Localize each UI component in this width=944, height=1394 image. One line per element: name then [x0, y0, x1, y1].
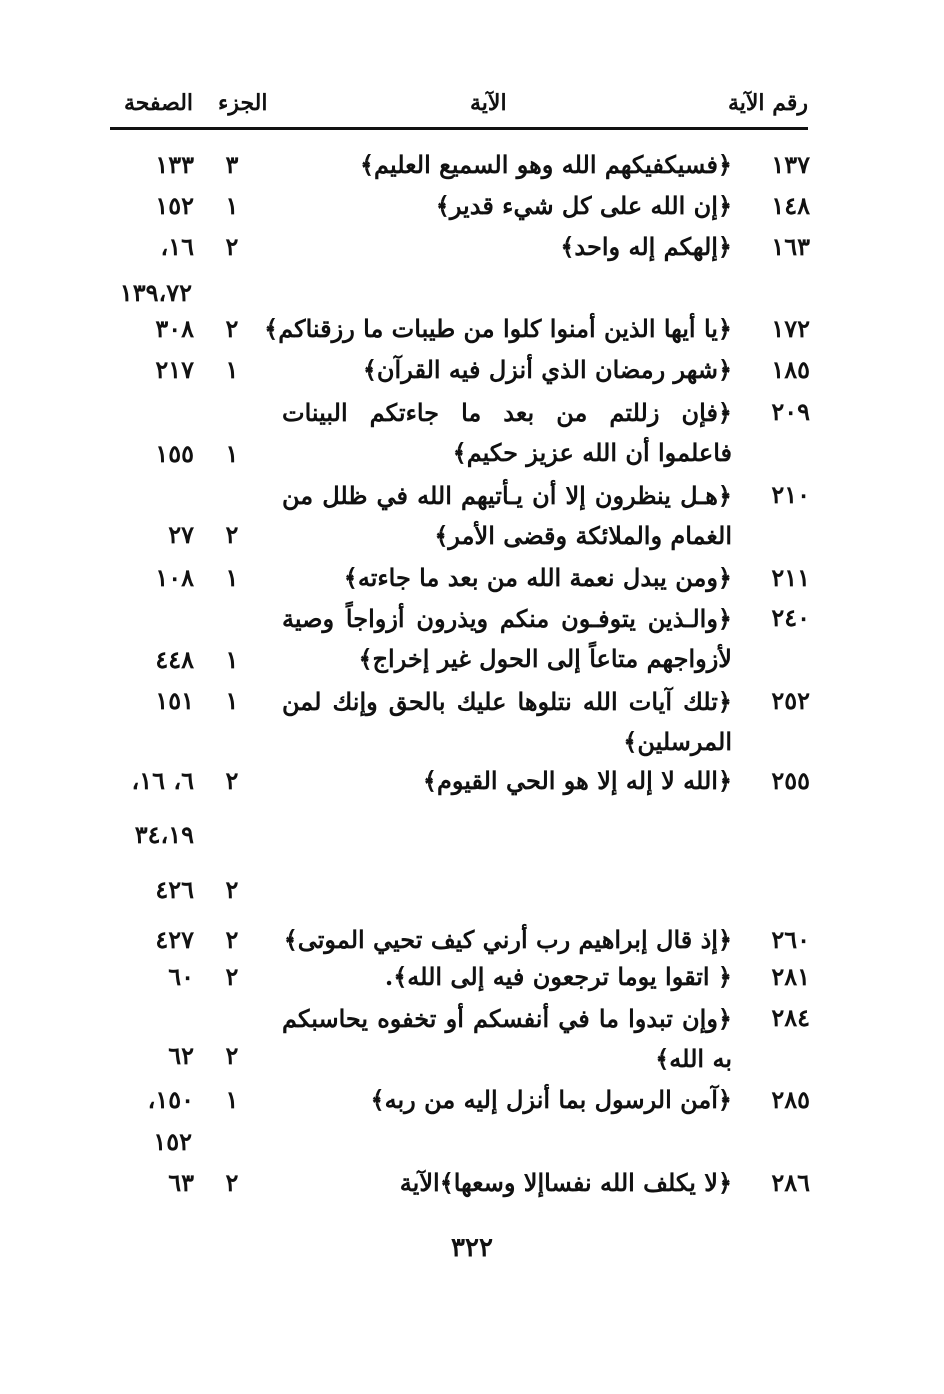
ayah-number: ١٨٥ — [771, 355, 810, 384]
juz-number: ١ — [225, 355, 239, 384]
juz-number: ١ — [225, 645, 239, 674]
page-footer-number: ٣٢٢ — [451, 1233, 493, 1263]
page-number: ٦٠ — [168, 962, 194, 991]
juz-number: ١ — [225, 1085, 239, 1114]
ayah-text: ﴿ومن يبدل نعمة الله من بعد ما جاءته﴾ — [343, 563, 732, 592]
juz-number: ١ — [225, 191, 239, 220]
header-page: الصفحة — [124, 90, 194, 116]
page-number: ١٣٣ — [155, 150, 194, 179]
ayah-text: ﴿هـل ينظرون إلا أن يـأتيهم الله في ظلل من الغمام والملائكة وقضى الأمر﴾ — [282, 481, 732, 550]
ayah-number: ١٧٢ — [771, 314, 810, 343]
header-juz: الجزء — [218, 90, 268, 116]
ayah-number: ٢١١ — [771, 563, 810, 592]
ayah-number: ٢٥٢ — [771, 686, 810, 715]
page-number: ١٥٢ — [155, 191, 194, 220]
ayah-text: ﴿ اتقوا يوما ترجعون فيه إلى الله﴾. — [384, 962, 732, 991]
page-number: ١٥١ — [155, 686, 194, 715]
page-number: ٦٣ — [168, 1168, 194, 1197]
juz-number: ١ — [225, 563, 239, 592]
ayah-number: ٢٨٦ — [771, 1168, 810, 1197]
page-number: ٣٠٨ — [155, 314, 194, 343]
header-ayah: الآية — [470, 90, 507, 116]
ayah-number: ٢٠٩ — [771, 397, 810, 426]
page-number: ٦٢ — [168, 1041, 194, 1070]
juz-number: ٢ — [225, 1041, 239, 1070]
page-number-continued: ٣٤،١٩ — [134, 820, 194, 849]
ayah-number: ١٦٣ — [771, 232, 810, 261]
juz-number: ٢ — [225, 766, 239, 795]
ayah-number: ٢٨٤ — [771, 1003, 810, 1032]
juz-number: ٣ — [225, 150, 239, 179]
ayah-number: ٢٨١ — [771, 962, 810, 991]
page-number: ٤٤٨ — [155, 645, 194, 674]
juz-number: ٢ — [225, 925, 239, 954]
ayah-number: ٢٨٥ — [771, 1085, 810, 1114]
ayah-number: ١٤٨ — [771, 191, 810, 220]
page-number: ١٦، — [160, 232, 194, 261]
juz-number: ٢ — [225, 962, 239, 991]
header-rule — [110, 127, 808, 130]
ayah-text: ﴿شهر رمضان الذي أنزل فيه القرآن﴾ — [362, 355, 732, 384]
juz-number: ٢ — [225, 232, 239, 261]
page-number: ٢٧ — [168, 520, 194, 549]
ayah-text: ﴿يا أيها الذين أمنوا كلوا من طيبات ما رزقناكم﴾ — [264, 314, 732, 343]
page-number-continued: ١٣٩،٧٢ — [119, 278, 192, 307]
juz-number: ١ — [225, 439, 239, 468]
ayah-text: ﴿آمن الرسول بما أنزل إليه من ربه﴾ — [370, 1085, 732, 1114]
ayah-number: ٢١٠ — [771, 480, 810, 509]
header-ayah-number: رقم الآية — [727, 90, 808, 116]
juz-number: ٢ — [225, 1168, 239, 1197]
ayah-text: ﴿والـذين يتوفـون منكم ويذرون أزواجاً وصية لأزواجهم متاعاً إلى الحول غير إخراج﴾ — [282, 604, 732, 673]
ayah-text: ﴿فإن زللتم من بعد ما جاءتكم البينات فاعلموا أن الله عزيز حكيم﴾ — [282, 398, 732, 467]
juz-number: ١ — [225, 686, 239, 715]
ayah-text: ﴿لا يكلف الله نفساإلا وسعها﴾الآية — [399, 1168, 732, 1197]
juz-number: ٢ — [225, 875, 239, 904]
ayah-text: ﴿الله لا إله إلا هو الحي القيوم﴾ — [422, 766, 732, 795]
ayah-text: ﴿فسيكفيكهم الله وهو السميع العليم﴾ — [359, 150, 732, 179]
ayah-text: ﴿إذ قال إبراهيم رب أرني كيف تحيي الموتى﴾ — [283, 925, 732, 954]
page-number: ٢١٧ — [155, 355, 194, 384]
ayah-text: ﴿وإن تبدوا ما في أنفسكم أو تخفوه يحاسبكم به الله﴾ — [282, 1004, 732, 1073]
page-number: ١٥٥ — [155, 439, 194, 468]
ayah-number: ٢٦٠ — [771, 925, 810, 954]
page-number: ٤٢٧ — [155, 925, 194, 954]
page-number: ١٥٠، — [147, 1085, 194, 1114]
page-number: ١٠٨ — [155, 563, 194, 592]
ayah-number: ١٣٧ — [771, 150, 810, 179]
page-number: ٦، ١٦، — [131, 766, 194, 795]
ayah-text: ﴿إن الله على كل شيء قدير﴾ — [435, 191, 732, 220]
juz-number: ٢ — [225, 520, 239, 549]
ayah-number: ٢٥٥ — [771, 766, 810, 795]
page-number: ٤٢٦ — [155, 875, 194, 904]
page-number-continued: ١٥٢ — [153, 1127, 192, 1156]
ayah-text: ﴿إلهكم إله واحد﴾ — [560, 232, 732, 261]
ayah-text: ﴿تلك آيات الله نتلوها عليك بالحق وإنك لمن المرسلين﴾ — [282, 687, 732, 756]
juz-number: ٢ — [225, 314, 239, 343]
ayah-number: ٢٤٠ — [771, 603, 810, 632]
